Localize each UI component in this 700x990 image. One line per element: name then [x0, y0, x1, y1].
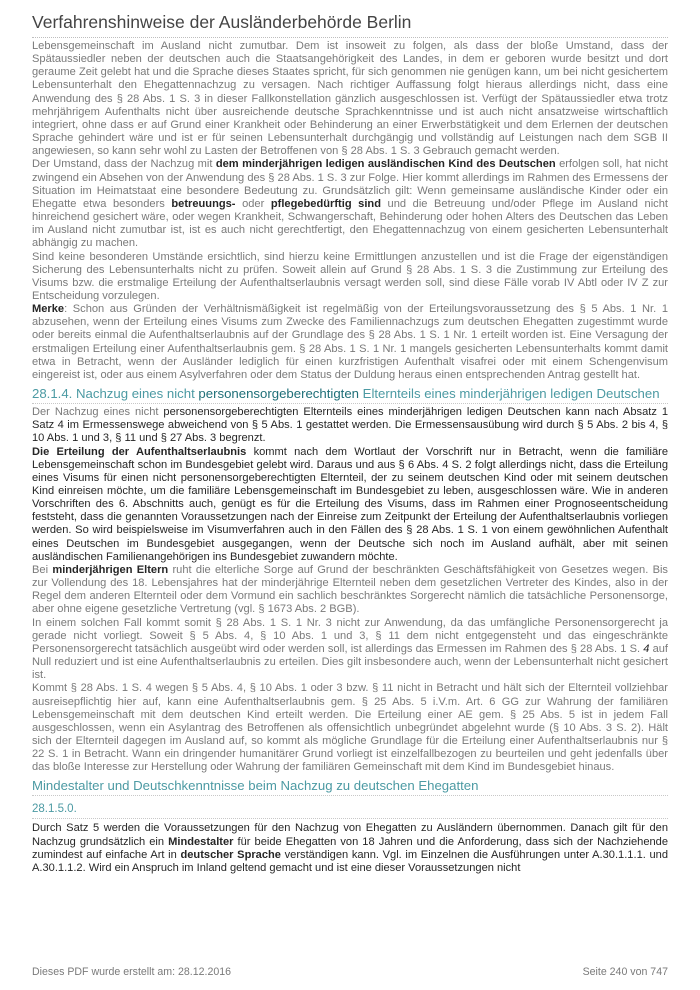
section-heading-28-1-4: 28.1.4. Nachzug eines nicht personensorgeberechtigten Elternteils eines minderjährigen ledigen Deutschen	[32, 386, 668, 404]
paragraph: Merke: Schon aus Gründen der Verhältnismäßigkeit ist regelmäßig von der Erteilungsvoraussetzung des § 5 Abs. 1 Nr. 1 abzusehen, wenn der Erteilung eines Visums zum Zwecke des Familiennachzugs zum deutschen Ehegatten zugestimmt wurde oder bereits einmal die Aufenthaltserlaubnis auf der Grundlage des § 28 Abs. 1 S. 1 Nr. 1 erteilt worden ist. Eine Versagung der erstmaligen Erteilung einer Aufenthaltserlaubnis gem. § 28 Abs. 1 S. 1 Nr. 1 mangels gesicherten Lebensunterhalts kommt damit etwa in Betracht, wenn der Ausländer lediglich für einen kurzfristigen Aufenthalt visafrei oder mit einem Schengenvisum eingereist ist, oder aus einem Asylverfahren oder dem Status der Duldung heraus einen entsprechenden Antrag gestellt hat.	[32, 303, 668, 381]
creation-date: Dieses PDF wurde erstellt am: 28.12.2016	[32, 966, 232, 978]
paragraph: Bei minderjährigen Eltern ruht die elterliche Sorge auf Grund der beschränkten Geschäftsfähigkeit von Gesetzes wegen. Bis zur Vollendung des 18. Lebensjahres hat der minderjährige Elternteil neben dem gesetzlichen Vertreter des Kindes, also in der Regel dem anderen Elternteil oder dem Vormund ein sachlich beschränktes Sorgerecht nämlich die tatsächliche Personensorge, aber ohne eigene gesetzliche Vertretung (vgl. § 1673 Abs. 2 BGB).	[32, 563, 668, 616]
paragraph: Der Umstand, dass der Nachzug mit dem minderjährigen ledigen ausländischen Kind des Deutschen erfolgen soll, hat nicht zwingend ein Absehen von der Anwendung des § 28 Abs. 1 S. 3 zur Folge. Hier kommt allerdings im Rahmen des Ermessens der Situation im Heimatstaat eine besondere Bedeutung zu. Grundsätzlich gilt: Wenn gemeinsame ausländische Kinder oder ein Ehegatte etwa besonders betreuungs- oder pflegebedürftig sind und die Betreuung und/oder Pflege im Ausland nicht hinreichend gesichert wäre, oder wegen Krankheit, Schwangerschaft, Behinderung oder hohen Alters des Deutschen das Leben im Ausland nicht zumutbar ist, ist es auch nicht gerechtfertigt, den Ehegattennachzug von einem gesicherten Lebensunterhalt abhängig zu machen.	[32, 158, 668, 250]
page-number: Seite 240 von 747	[582, 966, 668, 978]
paragraph: Kommt § 28 Abs. 1 S. 4 wegen § 5 Abs. 4, § 10 Abs. 1 oder 3 bzw. § 11 nicht in Betracht und hält sich der Elternteil vollziehbar ausreisepflichtig hier auf, kann eine Aufenthaltserlaubnis gem. § 25 Abs. 5 i.V.m. Art. 6 GG zur Wahrung der familiären Lebensgemeinschaft mit dem deutschen Kind erteilt werden. Die Erteilung einer AE gem. § 25 Abs. 5 ist in jedem Fall ausgeschlossen, wenn ein Asylantrag des Betroffenen als offensichtlich unbegründet abgelehnt wurde (§ 10 Abs. 3 S. 2). Hält sich der Elternteil dagegen im Ausland auf, so kommt als mögliche Grundlage für die Erteilung einer Aufenthaltserlaubnis nur § 22 S. 1 in Betracht. Wann ein dringender humanitärer Grund vorliegt ist einzelfallbezogen zu beurteilen und geht jedenfalls über das bloße Interesse zur Herstellung oder Wahrung der familiären Gemeinschaft mit dem Kind im Bundesgebiet hinaus.	[32, 682, 668, 774]
section-heading-mindestalter: Mindestalter und Deutschkenntnisse beim Nachzug zu deutschen Ehegatten	[32, 778, 668, 796]
paragraph: Durch Satz 5 werden die Voraussetzungen für den Nachzug von Ehegatten zu Ausländern übernommen. Danach gilt für den Nachzug grundsätzlich ein Mindestalter für beide Ehegatten von 18 Jahren und die Anforderung, dass sich der Nachziehende zumindest auf einfache Art in deutscher Sprache verständigen kann. Vgl. im Einzelnen die Ausführungen unter A.30.1.1.1. und A.30.1.1.2. Wird ein Anspruch im Inland geltend gemacht und ist eine dieser Voraussetzungen nicht	[32, 822, 668, 874]
page-title: Verfahrenshinweise der Ausländerbehörde Berlin	[32, 10, 668, 38]
paragraph: Lebensgemeinschaft im Ausland nicht zumutbar. Dem ist insoweit zu folgen, als dass der bloße Umstand, dass der Spätaussiedler neben der deutschen auch die Staatsangehörigkeit des Landes, in dem er geboren wurde besitzt und dort geraume Zeit gelebt hat und die Sprache dieses Staates spricht, für sich genommen nie genügen kann, um bei nicht gesichertem Lebensunterhalt den Ehegattennachzug zu versagen. Nach richtiger Auffassung folgt hieraus allerdings nicht, dass eine Anwendung des § 28 Abs. 1 S. 3 in dieser Fallkonstellation gänzlich ausgeschlossen ist. Verfügt der Spätaussiedler etwa trotz mehrjährigem Aufenthalts nicht über ausreichende deutsche Sprachkenntnisse und ist auch nicht ansatzweise wirtschaftlich integriert, ohne dass er auf Grund einer Krankheit oder Behinderung an einer Erwerbstätigkeit und dem Erlernen der deutschen Sprache gehindert wäre und ist er für seinen Lebensunterhalt durchgängig und vollständig auf Leistungen nach dem SGB II angewiesen, so kann sehr wohl zu Lasten der Betroffenen von § 28 Abs. 1 S. 3 Gebrauch gemacht werden.	[32, 40, 668, 158]
paragraph: Die Erteilung der Aufenthaltserlaubnis kommt nach dem Wortlaut der Vorschrift nur in Betracht, wenn die familiäre Lebensgemeinschaft schon im Bundesgebiet gelebt wird. Daraus und aus § 6 Abs. 4 S. 2 folgt allerdings nicht, dass die Erteilung eines Visums für einen nicht personensorgeberechtigten Elternteil, der zu seinem deutschen Kind oder mit seinem deutschen Kind einreisen möchte, um die familiäre Lebensgemeinschaft im Bundesgebiet zu leben, ausgeschlossen wäre. Wie in anderen Vorschriften des 6. Abschnitts auch, genügt es für die Erteilung des Visums, dass im Rahmen einer Prognoseentscheidung feststeht, dass die genannten Voraussetzungen nach der Einreise zum Zeitpunkt der Erteilung der Aufenthaltserlaubnis vorliegen werden. So wird beispielsweise im Visumverfahren auch in den Fällen des § 28 Abs. 1 S. 1 von einem gewöhnlichen Aufenthalt eines Deutschen im Bundesgebiet ausgegangen, wenn der Deutsche sich noch im Ausland aufhält, aber mit seinen ausländischen Familienangehörigen ins Bundesgebiet zuwandern möchte.	[32, 445, 669, 563]
note-label: Merke	[32, 303, 65, 316]
paragraph: Der Nachzug eines nicht personensorgeberechtigten Elternteils eines minderjährigen ledigen Deutschen kann nach Absatz 1 Satz 4 im Ermessenswege abweichend von § 5 Abs. 1 gestattet werden. Die Ermessensausübung wird durch § 5 Abs. 2 bis 4, § 10 Abs. 1 und 3, § 11 und § 27 Abs. 3 begrenzt.	[32, 406, 668, 445]
document-body	[32, 40, 668, 875]
subsection-heading-28-1-5-0: 28.1.5.0.	[32, 802, 668, 819]
paragraph: In einem solchen Fall kommt somit § 28 Abs. 1 S. 1 Nr. 3 nicht zur Anwendung, da das umfängliche Personensorgerecht ja gerade nicht vorliegt. Soweit § 5 Abs. 4, § 10 Abs. 1 und 3, § 11 dem nicht entgegensteht und das eingeschränkte Personensorgerecht tatsächlich ausgeübt wird oder werden soll, ist allerdings das Ermessen im Rahmen des § 28 Abs. 1 S. 4 auf Null reduziert und ist eine Aufenthaltserlaubnis zu erteilen. Dies gilt insbesondere auch, wenn der Lebensunterhalt nicht gesichert ist.	[32, 616, 668, 682]
paragraph: Sind keine besonderen Umstände ersichtlich, sind hierzu keine Ermittlungen anzustellen und ist die Frage der eigenständigen Sicherung des Lebensunterhalts nicht zu prüfen. Soweit allein auf Grund § 28 Abs. 1 S. 3 die Zustimmung zur Erteilung des Visums bzw. die erstmalige Erteilung der Aufenthaltserlaubnis versagt werden soll, sind diese Fälle vorab IV Abtl oder IV Z zur Entscheidung vorzulegen.	[32, 250, 668, 302]
